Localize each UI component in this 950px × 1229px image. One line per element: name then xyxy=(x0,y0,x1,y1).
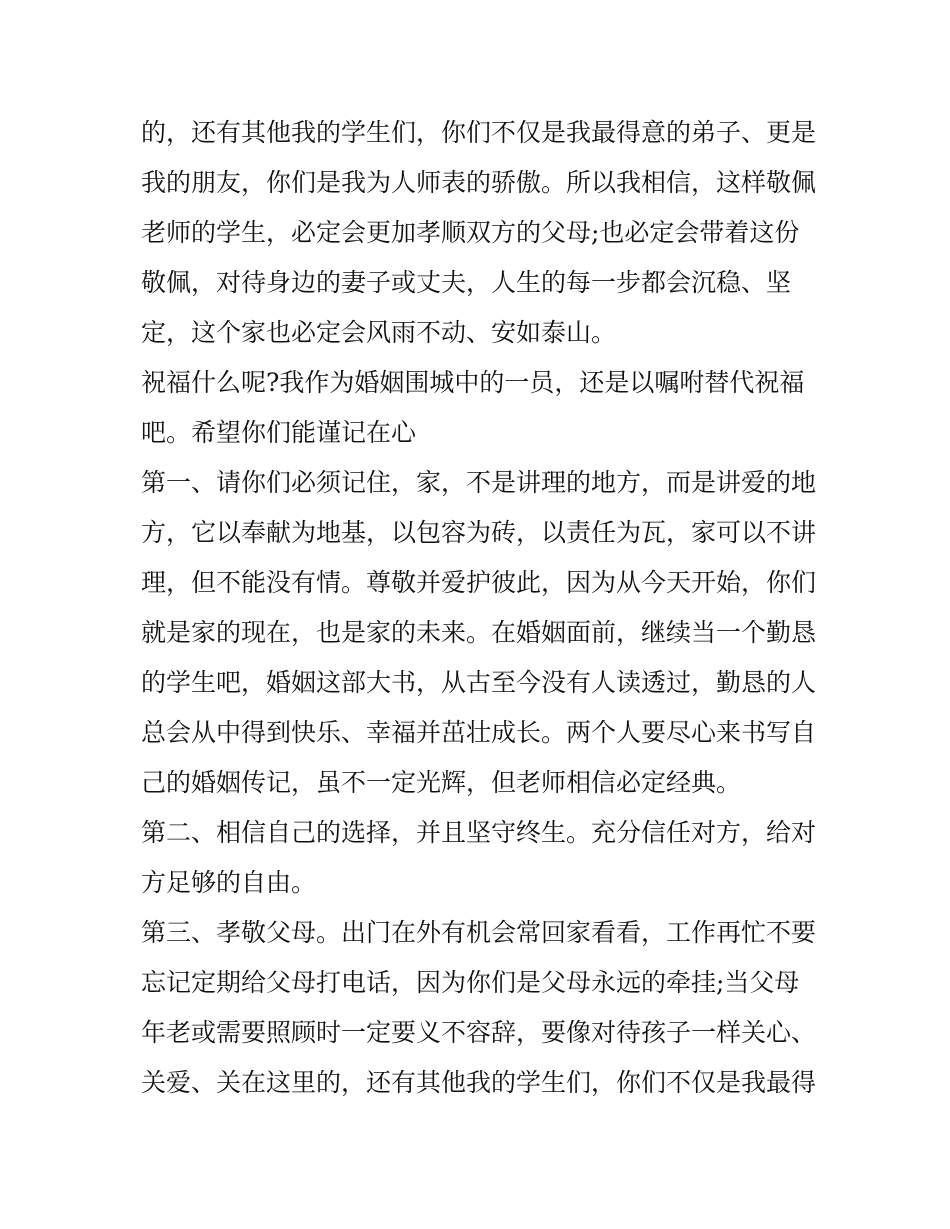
text-line: 老师的学生，必定会更加孝顺双方的父母;也必定会带着这份 xyxy=(141,218,800,247)
text-line: 定，这个家也必定会风雨不动、安如泰山。 xyxy=(141,318,617,347)
body-text xyxy=(141,108,817,1108)
text-line: 祝福什么呢?我作为婚姻围城中的一员，还是以嘱咐替代祝福 xyxy=(141,368,805,397)
text-line: 的，还有其他我的学生们，你们不仅是我最得意的弟子、更是 xyxy=(141,118,817,147)
text-line: 吧。希望你们能谨记在心 xyxy=(141,418,417,447)
text-line: 我的朋友，你们是我为人师表的骄傲。所以我相信，这样敬佩 xyxy=(141,168,817,197)
text-line: 理，但不能没有情。尊敬并爱护彼此，因为从今天开始，你们 xyxy=(141,568,817,597)
text-line: 就是家的现在，也是家的未来。在婚姻面前，继续当一个勤恳 xyxy=(141,618,817,647)
text-line: 关爱、关在这里的，还有其他我的学生们，你们不仅是我最得 xyxy=(141,1068,817,1097)
text-line: 总会从中得到快乐、幸福并茁壮成长。两个人要尽心来书写自 xyxy=(141,718,817,747)
text-line: 第二、相信自己的选择，并且坚守终生。充分信任对方，给对 xyxy=(141,818,817,847)
text-line: 第一、请你们必须记住，家，不是讲理的地方，而是讲爱的地 xyxy=(141,468,817,497)
text-line: 己的婚姻传记，虽不一定光辉，但老师相信必定经典。 xyxy=(141,768,742,797)
text-line: 方足够的自由。 xyxy=(141,868,317,897)
text-line: 忘记定期给父母打电话，因为你们是父母永远的牵挂;当父母 xyxy=(141,968,800,997)
text-line: 年老或需要照顾时一定要义不容辞，要像对待孩子一样关心、 xyxy=(141,1018,817,1047)
text-line: 第三、孝敬父母。出门在外有机会常回家看看，工作再忙不要 xyxy=(141,918,817,947)
text-line: 敬佩，对待身边的妻子或丈夫，人生的每一步都会沉稳、坚 xyxy=(141,268,792,297)
text-line: 的学生吧，婚姻这部大书，从古至今没有人读透过，勤恳的人 xyxy=(141,668,817,697)
text-line: 方，它以奉献为地基，以包容为砖，以责任为瓦，家可以不讲 xyxy=(141,518,817,547)
